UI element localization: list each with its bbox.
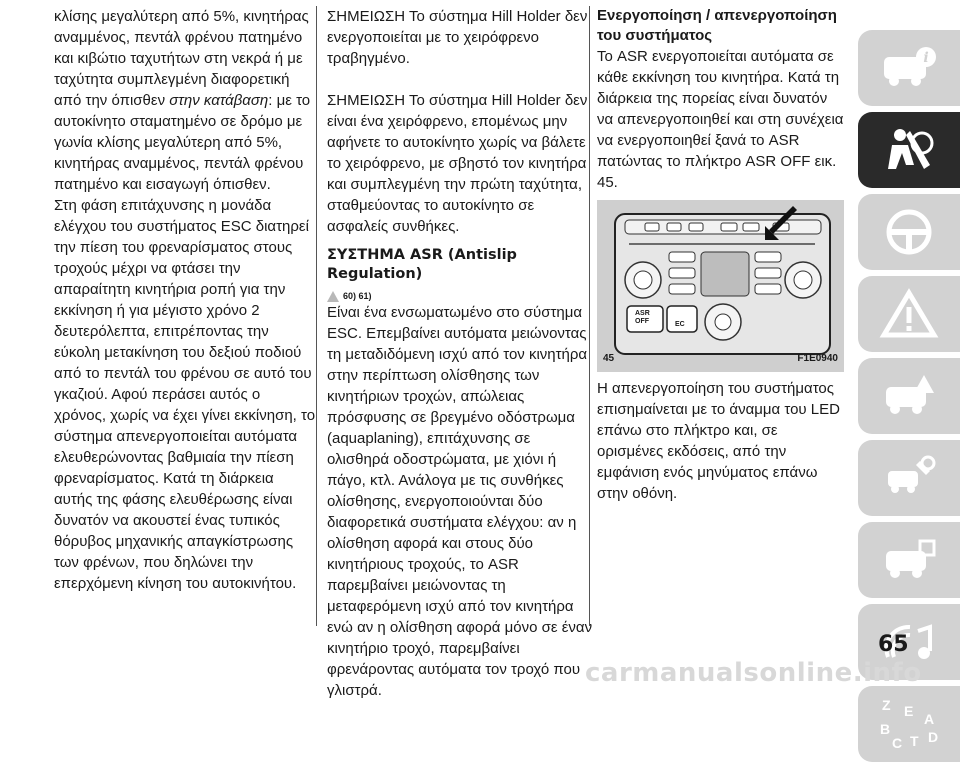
index-letter: Z: [882, 697, 891, 713]
tab-technical-data[interactable]: [858, 522, 960, 598]
dashboard-illustration: [597, 200, 844, 372]
figure-dashboard-asr-button: [597, 200, 844, 372]
warning-triangle-icon: [880, 289, 938, 339]
tab-maintenance[interactable]: [858, 440, 960, 516]
warning-references: 60) 61): [327, 290, 593, 302]
note-paragraph: ΣΗΜΕΙΩΣΗ Το σύστημα Hill Holder δεν είναι ένα χειρόφρενο, επομένως μην αφήνετε το αυτοκίνητο χωρίς να βάλετε το χειρόφρενο, με σβηστό τον κινητήρα και συμπλεγμένη την πρώτη ταχύτητα, σταθμεύοντας το αυτοκίνητο σε ασφαλείς συνθήκες.: [327, 92, 588, 235]
index-letter: T: [910, 733, 919, 749]
breakdown-car-icon: [880, 373, 938, 419]
paragraph: Το ASR ενεργοποιείται αυτόματα σε κάθε εκκίνηση του κινητήρα. Κατά τη διάρκεια της πορείας είναι δυνατόν να απενεργοποιηθεί και στη συνέχεια να ενεργοποιηθεί ξανά το ASR πατώντας το πλήκτρο ASR OFF εικ. 45.: [597, 48, 844, 191]
column-divider: [316, 6, 317, 626]
section-heading: ΣΥΣΤΗΜΑ ASR (Antislip Regulation): [327, 247, 517, 282]
service-wrench-icon: [880, 453, 938, 503]
figure-code: F1E0940: [797, 353, 838, 364]
index-letter: C: [892, 735, 903, 751]
note-paragraph: ΣΗΜΕΙΩΣΗ Το σύστημα Hill Holder δεν ενεργοποιείται με το χειρόφρενο τραβηγμένο.: [327, 8, 588, 67]
paragraph: κλίσης μεγαλύτερη από 5%, κινητήρας αναμμένος, πεντάλ φρένου πατημένο και κιβώτιο ταχυτήτων στη νεκρά ή με ταχύτητα συμπλεγμένη διαφορετική από την όπισθεν στην κατάβαση: με το αυτοκίνητο σταματημένο σε δρόμο με γωνία κλίσης μεγαλύτερη από 5%, κινητήρας αναμμένος, πεντάλ φρένου πατημένο και εισαγωγή όπισθεν.: [54, 8, 311, 193]
paragraph: Στη φάση επιτάχυνσης η μονάδα ελέγχου του συστήματος ESC διατηρεί την πίεση του φρεναρίσματος στους τροχούς μέχρι να φτάσει την απαραίτητη κινητήρια ροπή για την εκκίνηση ή για μέγιστο χρόνο 2 δευτερόλεπτα, επιτρέποντας την εύκολη μετακίνηση του δεξιού ποδιού από το πεντάλ του φρένου σε αυτό του γκαζιού. Αφού περάσει αυτός ο χρόνος, χωρίς να έχει γίνει εκκίνηση, το σύστημα απενεργοποιείται αυτόματα ελευθερώνοντας βαθμιαία την πίεση φρεναρίσματος. Κατά τη διάρκεια αυτής της φάσης ελευθέρωσης είναι δυνατόν να ακουστεί ένας τυπικός θόρυβος μηχανικής απαγκίστρωσης των φρένων, που δηλώνει την επερχόμενη κίνηση του αυτοκινήτου.: [54, 197, 316, 592]
specs-car-icon: [880, 537, 938, 583]
steering-wheel-icon: [880, 207, 938, 257]
index-letter: A: [924, 711, 935, 727]
airbag-safety-icon: [880, 125, 938, 175]
subsection-heading: Ενεργοποίηση / απενεργοποίηση του συστήματος: [597, 7, 837, 44]
tab-car-info[interactable]: [858, 30, 960, 106]
page-number: 65: [878, 632, 909, 657]
tab-safety[interactable]: [858, 112, 960, 188]
paragraph: Η απενεργοποίηση του συστήματος επισημαίνεται με το άναμμα του LED επάνω στο πλήκτρο και, σε ορισμένες εκδόσεις, από την εμφάνιση ενός μηνύματος επάνω στην οθόνη.: [597, 380, 840, 502]
text-column-2: [327, 6, 593, 722]
warning-icon: [327, 291, 339, 302]
figure-number: 45: [603, 353, 615, 364]
text-column-1: [54, 6, 316, 615]
svg-text:i: i: [923, 50, 929, 66]
tab-driving[interactable]: [858, 194, 960, 270]
text-column-3: [597, 6, 847, 525]
paragraph: Είναι ένα ενσωματωμένο στο σύστημα ESC. Επεμβαίνει αυτόματα μειώνοντας τη μεταδιδόμενη ισχύ από τον κινητήρα στην περίπτωση ολίσθησης των κινητήριων τροχών, απώλειας πρόσφυσης σε βρεγμένο οδόστρωμα (aquaplaning), επιτάχυνσης σε ολισθηρά οδοστρώματα, με χιόνι ή πάγο, κτλ. Ανάλογα με τις συνθήκες ολίσθησης, ενεργοποιούνται δύο διαφορετικά συστήματα ελέγχου: αν η ολίσθηση αφορά και στους δύο κινητήριους τροχούς, το ASR παρεμβαίνει μειώνοντας τη μεταφερόμενη ισχύ από τον κινητήρα ενώ αν η ολίσθηση αφορά μόνο σε έναν κινητήριο τροχό, παρεμβαίνει φρενάροντας αυτόματα τον τροχό που γλιστρά.: [327, 304, 593, 699]
index-letters-icon: [874, 694, 944, 754]
car-info-icon: [880, 45, 938, 91]
index-letter: D: [928, 729, 939, 745]
watermark: carmanualsonline.info: [585, 658, 922, 688]
tab-warning-lights[interactable]: [858, 276, 960, 352]
asr-off-button: ASR OFF: [635, 310, 650, 325]
tab-index[interactable]: [858, 686, 960, 762]
index-letter: E: [904, 703, 914, 719]
tab-emergency[interactable]: [858, 358, 960, 434]
index-letter: B: [880, 721, 891, 737]
ec-button: EC: [675, 321, 685, 328]
